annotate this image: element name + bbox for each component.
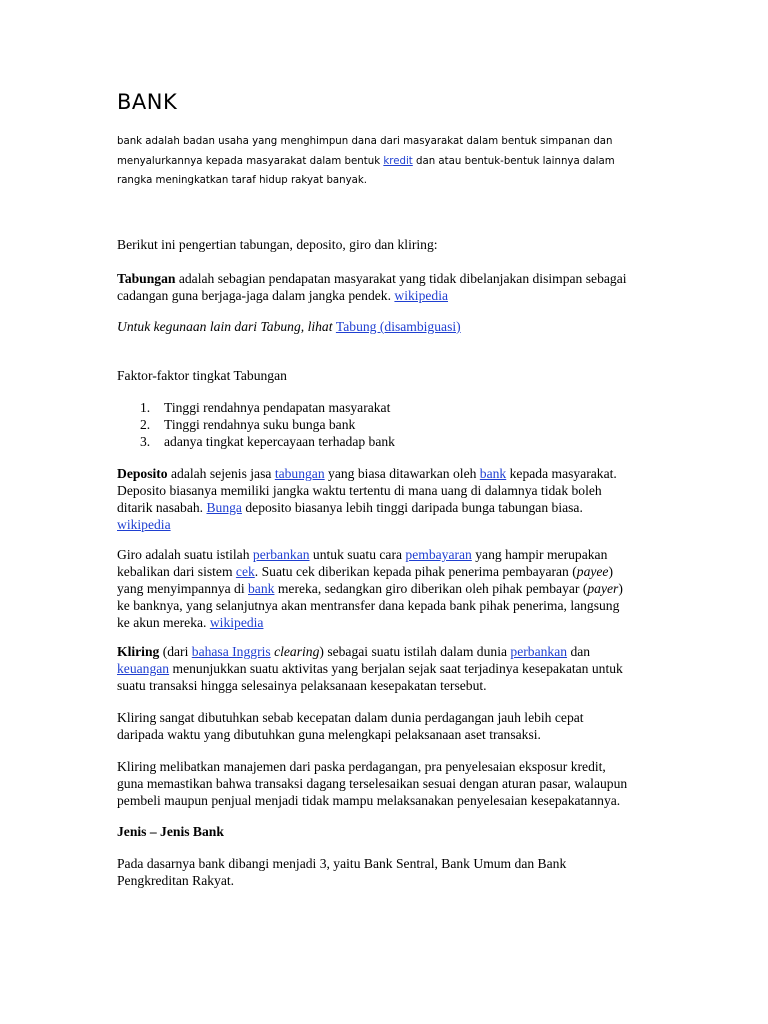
intro-line-2-rest: dan atau bentuk-bentuk lainnya dalam [412,155,615,167]
bank-link[interactable]: bank [479,466,507,481]
tabung-disambiguasi-link[interactable]: Tabung (disambiguasi) [335,319,461,334]
kliring-line-2 [117,660,677,677]
giro-line-3 [117,580,677,597]
deposito-line-4 [117,516,677,533]
faktor-heading-text: Faktor-faktor tingkat Tabungan [117,368,287,383]
deposito-term: Deposito [117,466,168,481]
list-item-text: Tinggi rendahnya suku bunga bank [164,417,356,432]
cek-link[interactable]: cek [235,564,255,579]
giro-line-2-text-b: . Suatu cek diberikan kepada pihak penerima pembayaran ( [254,564,577,579]
kegunaan-line [117,318,677,335]
list-item-text: Tinggi rendahnya pendapatan masyarakat [164,400,391,415]
kliring3-line-3: pembeli maupun penjual menjadi tidak mampu melaksanakan penyelesaian kesepakatannya. [117,793,621,808]
deposito-line-3 [117,499,677,516]
giro-line-3-text-a: yang menyimpannya di [117,581,248,596]
payer-term: payer [587,581,619,596]
intro-paragraph [117,132,657,191]
list-item [140,399,395,416]
list-item [140,433,395,450]
intro-line-1: bank adalah badan usaha yang menghimpun dana dari masyarakat dalam bentuk simpanan dan [117,136,613,147]
jenis-heading [117,823,677,840]
kegunaan-text: Untuk kegunaan lain dari Tabung, lihat [117,319,336,334]
kliring-line-1-text-a: (dari [159,644,192,659]
kliring3-paragraph [117,758,677,809]
bahasa-inggris-link[interactable]: bahasa Inggris [191,644,271,659]
tabungan-link[interactable]: tabungan [274,466,325,481]
pembayaran-link[interactable]: pembayaran [405,547,472,562]
deposito-wikipedia-link[interactable]: wikipedia [117,517,171,532]
giro-line-1-text-c: yang hampir merupakan [471,547,608,562]
giro-line-2 [117,563,677,580]
giro-line-4: ke banknya, yang selanjutnya akan mentransfer dana kepada bank pihak penerima, langsung [117,598,620,613]
intro-line-2-text: menyalurkannya kepada masyarakat dalam bentuk [117,155,384,167]
intro-line-2 [117,152,657,172]
tabungan-term: Tabungan [117,271,176,286]
list-item-text: adanya tingkat kepercayaan terhadap bank [164,434,395,449]
list-item [140,416,395,433]
kliring-line-2-text: menunjukkan suatu aktivitas yang berjalan sejak saat terjadinya kesepakatan untuk [169,661,623,676]
faktor-list [140,399,395,450]
tabungan-wikipedia-link[interactable]: wikipedia [394,288,449,303]
deposito-line-1-text-c: kepada masyarakat. [506,466,617,481]
giro-line-5-text-a: ke akun mereka. [117,615,210,630]
giro-bank-link[interactable]: bank [248,581,275,596]
jenis-heading-line [117,823,677,840]
kliring-paragraph [117,643,677,694]
jenis-paragraph [117,855,677,889]
perbankan-link[interactable]: perbankan [252,547,310,562]
deposito-line-1-text-b: yang biasa ditawarkan oleh [324,466,480,481]
kredit-link[interactable]: kredit [383,155,413,167]
deposito-paragraph [117,465,677,533]
kliring2-line-1: Kliring sangat dibutuhkan sebab kecepatan dalam dunia perdagangan jauh lebih cepat [117,710,584,725]
jenis-heading-text: Jenis – Jenis Bank [117,824,224,839]
jenis-line-1: Pada dasarnya bank dibangi menjadi 3, yaitu Bank Sentral, Bank Umum dan Bank [117,856,567,871]
clearing-term: clearing [274,644,320,659]
giro-line-3-text-c: ) [618,581,623,596]
tabungan-line-2-text: cadangan guna berjaga-jaga dalam jangka pendek. [117,288,395,303]
intro-line-3: rangka meningkatkan taraf hidup rakyat banyak. [117,175,368,187]
document-title: BANK [117,90,178,114]
deposito-line-3-text-a: ditarik nasabah. [117,500,207,515]
kliring-line-1-text-c: ) sebagai suatu istilah dalam dunia [319,644,511,659]
deposito-line-3-text-b: deposito biasanya lebih tinggi daripada bunga tabungan biasa. [241,500,583,515]
giro-paragraph [117,546,677,631]
kliring2-paragraph [117,709,677,743]
giro-line-2-text-c: ) [608,564,613,579]
jenis-line-2: Pengkreditan Rakyat. [117,873,235,888]
kliring-line-3: suatu transaksi hingga selesainya pelaksanaan kesepakatan tersebut. [117,678,487,693]
kegunaan-paragraph [117,318,677,335]
giro-line-1-text-a: Giro adalah suatu istilah [117,547,253,562]
bunga-link[interactable]: Bunga [206,500,242,515]
kliring3-line-2: guna memastikan bahwa transaksi dagang terselesaikan sesuai dengan aturan pasar, walaupun [117,776,628,791]
list-item-number: 3. [140,434,151,449]
list-item-number: 1. [140,400,151,415]
kliring-line-1 [117,643,677,660]
berikut-paragraph [117,236,677,253]
tabungan-line-1 [117,270,677,287]
tabungan-line-1-text: adalah sebagian pendapatan masyarakat yang tidak dibelanjakan disimpan sebagai [175,271,627,286]
berikut-line: Berikut ini pengertian tabungan, deposito, giro dan kliring: [117,237,438,252]
giro-line-1 [117,546,677,563]
tabungan-paragraph [117,270,677,304]
list-item-number: 2. [140,417,151,432]
tabungan-line-2 [117,287,677,304]
kliring-line-1-text-d: dan [567,644,591,659]
giro-line-3-text-b: mereka, sedangkan giro diberikan oleh pihak pembayar ( [274,581,588,596]
kliring-perbankan-link[interactable]: perbankan [510,644,568,659]
giro-line-2-text-a: kebalikan dari sistem [117,564,236,579]
keuangan-link[interactable]: keuangan [117,661,170,676]
kliring3-line-1: Kliring melibatkan manajemen dari paska perdagangan, pra penyelesaian eksposur kredit, [117,759,606,774]
giro-line-1-text-b: untuk suatu cara [309,547,406,562]
faktor-heading [117,367,677,384]
deposito-line-1-text-a: adalah sejenis jasa [167,466,275,481]
giro-line-5 [117,614,677,631]
deposito-line-1 [117,465,677,482]
giro-wikipedia-link[interactable]: wikipedia [209,615,264,630]
payee-term: payee [576,564,609,579]
kliring-term: Kliring [117,644,160,659]
deposito-line-2: Deposito biasanya memiliki jangka waktu tertentu di mana uang di dalamnya tidak boleh [117,483,602,498]
kliring2-line-2: daripada waktu yang dibutuhkan guna melengkapi pelaksanaan aset transaksi. [117,727,541,742]
